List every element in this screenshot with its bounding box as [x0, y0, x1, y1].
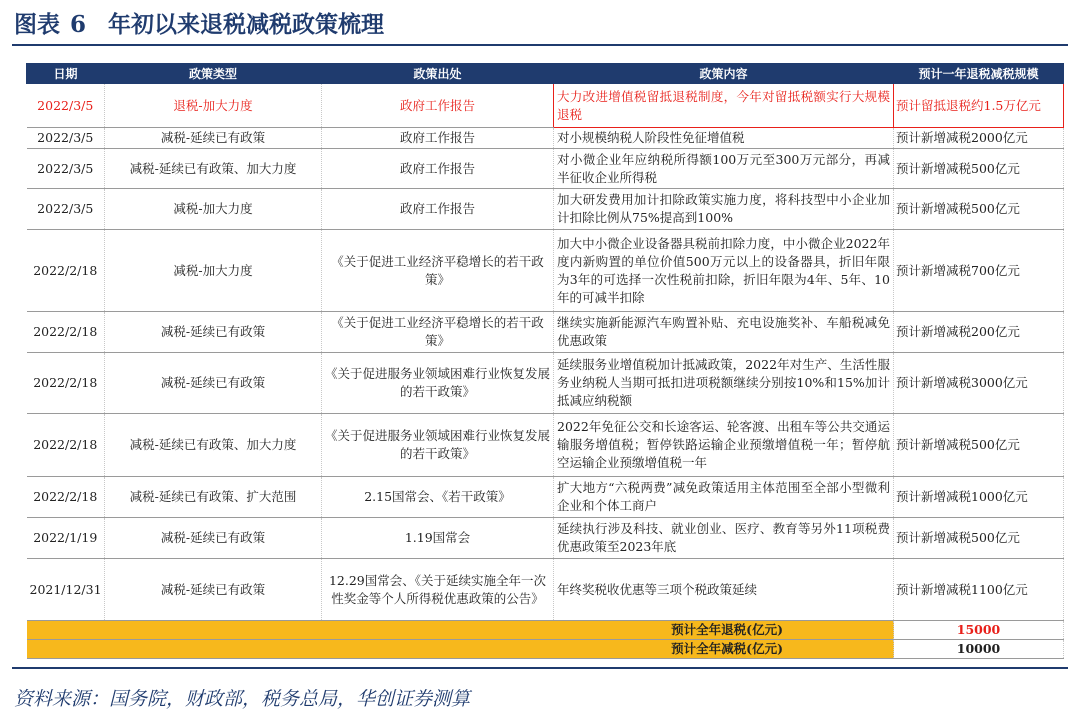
table-header-row [27, 64, 1064, 84]
total-refund-value: 15000 [894, 621, 1064, 640]
cell-type: 减税-加大力度 [105, 230, 322, 312]
total-cut-label: 预计全年减税(亿元) [27, 640, 894, 659]
header-date: 日期 [27, 64, 105, 84]
source-note: 资料来源：国务院，财政部，税务总局，华创证券测算 [14, 688, 471, 710]
cell-source: 政府工作报告 [322, 84, 554, 128]
cell-scale: 预计新增减税500亿元 [894, 518, 1064, 559]
cell-content: 扩大地方“六税两费”减免政策适用主体范围至全部小型微利企业和个体工商户 [554, 477, 894, 518]
table-row [27, 230, 1064, 312]
cell-date: 2022/1/19 [27, 518, 105, 559]
table-row [27, 84, 1064, 128]
cell-scale: 预计新增减税500亿元 [894, 189, 1064, 230]
cell-type: 减税-延续已有政策、扩大范围 [105, 477, 322, 518]
cell-type: 减税-延续已有政策 [105, 518, 322, 559]
cell-content: 延续执行涉及科技、就业创业、医疗、教育等另外11项税费优惠政策至2023年底 [554, 518, 894, 559]
cell-content: 延续服务业增值税加计抵减政策，2022年对生产、生活性服务业纳税人当期可抵扣进项税额继续分别按10%和15%加计抵减应纳税额 [554, 353, 894, 414]
cell-type: 减税-延续已有政策 [105, 312, 322, 353]
cell-source: 12.29国常会、《关于延续实施全年一次性奖金等个人所得税优惠政策的公告》 [322, 559, 554, 621]
cell-source: 《关于促进服务业领域困难行业恢复发展的若干政策》 [322, 353, 554, 414]
cell-type: 减税-延续已有政策 [105, 559, 322, 621]
cell-date: 2022/3/5 [27, 189, 105, 230]
cell-content: 加大中小微企业设备器具税前扣除力度，中小微企业2022年度内新购置的单位价值500万元以上的设备器具，折旧年限为3年的可选择一次性税前扣除，折旧年限为4年、5年、10年的可减半扣除 [554, 230, 894, 312]
cell-scale: 预计新增减税3000亿元 [894, 353, 1064, 414]
cell-type: 退税-加大力度 [105, 84, 322, 128]
cell-date: 2022/2/18 [27, 414, 105, 477]
figure-title [14, 6, 384, 39]
figure-number: 6 [70, 11, 87, 38]
cell-date: 2022/2/18 [27, 230, 105, 312]
cell-scale: 预计新增减税500亿元 [894, 414, 1064, 477]
cell-date: 2022/3/5 [27, 149, 105, 189]
cell-type: 减税-延续已有政策 [105, 353, 322, 414]
table-row [27, 518, 1064, 559]
header-policy-type: 政策类型 [105, 64, 322, 84]
cell-date: 2022/2/18 [27, 312, 105, 353]
cell-type: 减税-延续已有政策、加大力度 [105, 414, 322, 477]
cell-content: 年终奖税收优惠等三项个税政策延续 [554, 559, 894, 621]
cell-source: 政府工作报告 [322, 128, 554, 149]
cell-content: 对小微企业年应纳税所得额100万元至300万元部分，再减半征收企业所得税 [554, 149, 894, 189]
table-row [27, 149, 1064, 189]
cell-type: 减税-加大力度 [105, 189, 322, 230]
table-row [27, 189, 1064, 230]
header-policy-source: 政策出处 [322, 64, 554, 84]
cell-source: 政府工作报告 [322, 149, 554, 189]
cell-source: 2.15国常会、《若干政策》 [322, 477, 554, 518]
table-row [27, 353, 1064, 414]
cell-date: 2021/12/31 [27, 559, 105, 621]
cell-scale: 预计新增减税200亿元 [894, 312, 1064, 353]
cell-source: 《关于促进工业经济平稳增长的若干政策》 [322, 230, 554, 312]
cell-scale: 预计新增减税700亿元 [894, 230, 1064, 312]
cell-source: 《关于促进服务业领域困难行业恢复发展的若干政策》 [322, 414, 554, 477]
cell-source: 1.19国常会 [322, 518, 554, 559]
title-divider [12, 44, 1068, 46]
cell-source: 《关于促进工业经济平稳增长的若干政策》 [322, 312, 554, 353]
total-cut-row [27, 640, 1064, 659]
cell-scale: 预计留抵退税约1.5万亿元 [894, 84, 1064, 128]
cell-content: 大力改进增值税留抵退税制度，今年对留抵税额实行大规模退税 [554, 84, 894, 128]
total-refund-row [27, 621, 1064, 640]
total-cut-value: 10000 [894, 640, 1064, 659]
cell-type: 减税-延续已有政策、加大力度 [105, 149, 322, 189]
header-policy-content: 政策内容 [554, 64, 894, 84]
cell-date: 2022/2/18 [27, 353, 105, 414]
table-row [27, 559, 1064, 621]
table-row [27, 414, 1064, 477]
policy-table [26, 63, 1064, 659]
figure-title-text: 年初以来退税减税政策梳理 [108, 11, 385, 38]
cell-scale: 预计新增减税500亿元 [894, 149, 1064, 189]
table-row [27, 477, 1064, 518]
table-row [27, 312, 1064, 353]
figure-label: 图表 [14, 11, 60, 38]
footer-divider [12, 667, 1068, 669]
cell-date: 2022/3/5 [27, 128, 105, 149]
table-row [27, 128, 1064, 149]
cell-content: 对小规模纳税人阶段性免征增值税 [554, 128, 894, 149]
cell-scale: 预计新增减税1100亿元 [894, 559, 1064, 621]
cell-type: 减税-延续已有政策 [105, 128, 322, 149]
cell-source: 政府工作报告 [322, 189, 554, 230]
cell-content: 继续实施新能源汽车购置补贴、充电设施奖补、车船税减免优惠政策 [554, 312, 894, 353]
cell-date: 2022/3/5 [27, 84, 105, 128]
cell-content: 2022年免征公交和长途客运、轮客渡、出租车等公共交通运输服务增值税；暂停铁路运输企业预缴增值税一年；暂停航空运输企业预缴增值税一年 [554, 414, 894, 477]
cell-date: 2022/2/18 [27, 477, 105, 518]
cell-scale: 预计新增减税1000亿元 [894, 477, 1064, 518]
cell-scale: 预计新增减税2000亿元 [894, 128, 1064, 149]
total-refund-label: 预计全年退税(亿元) [27, 621, 894, 640]
header-scale: 预计一年退税减税规模 [894, 64, 1064, 84]
cell-content: 加大研发费用加计扣除政策实施力度，将科技型中小企业加计扣除比例从75%提高到100% [554, 189, 894, 230]
